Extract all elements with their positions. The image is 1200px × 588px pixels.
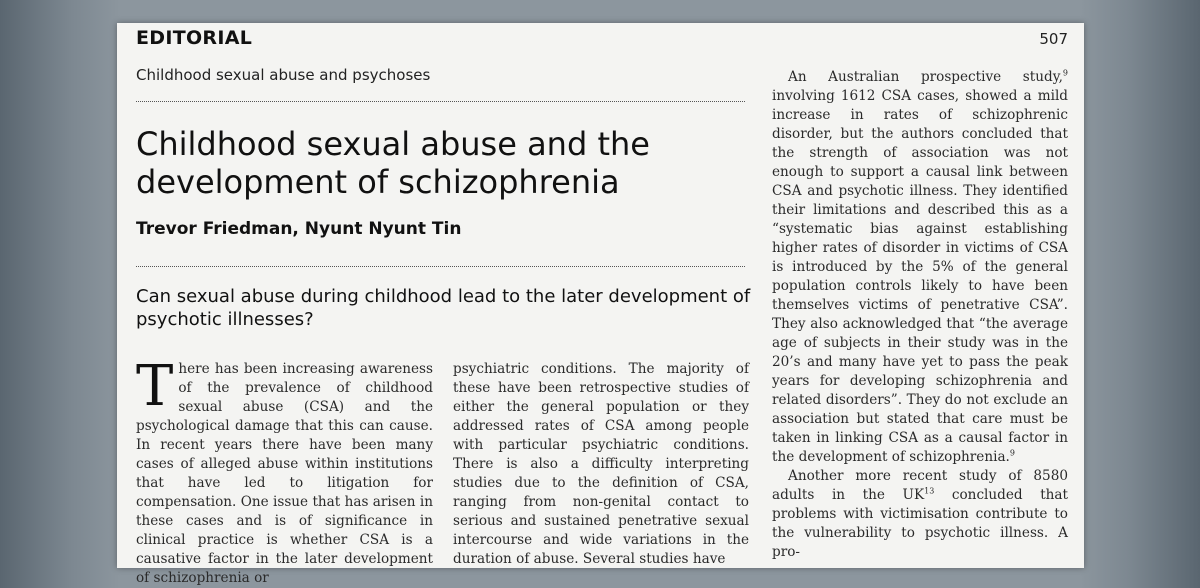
body-column-2 [453, 360, 749, 569]
dotted-divider [136, 101, 745, 102]
citation-ref: 13 [924, 486, 935, 496]
drop-cap: T [136, 354, 174, 419]
citation-ref: 9 [1009, 448, 1015, 458]
journal-page [117, 23, 1084, 586]
body-column-1 [136, 354, 433, 588]
citation-ref: 9 [1062, 68, 1068, 78]
body-column-3 [772, 68, 1068, 562]
running-head: Childhood sexual abuse and psychoses [136, 66, 431, 84]
paragraph-text: involving 1612 CSA cases, showed a mild increase in rates of schizophrenic disorder, but the authors concluded that the strength of association was not enough to support a causal link between CSA and psychotic illness. They identified their limitations and described this as a “systematic bias against establishing higher rates of disorder in victims of CSA is introduced by the 5% of the general population controls likely to have been themselves victims of penetrative CSA”. They also acknowledged that “the average age of subjects in their study was in the 20’s and many have yet to pass the peak years for developing schizophrenia and related disorders”. They do not exclude an association but stated that care must be taken in linking CSA as a causal factor in the development of schizophrenia. [772, 88, 1068, 465]
paragraph-text: here has been increasing awareness of the prevalence of childhood sexual abuse (CSA) and the psychological damage that this can cause. In recent years there have been many cases of alleged abuse within institutions that have led to litigation for compensation. One issue that has arisen in these cases and is of significance in clinical practice is whether CSA is a causative factor in the later development of schizophrenia or [136, 361, 433, 586]
page-number: 507 [1039, 30, 1068, 48]
article-authors: Trevor Friedman, Nyunt Nyunt Tin [136, 219, 462, 239]
paragraph [453, 360, 749, 569]
article-title: Childhood sexual abuse and the development of schizophrenia [136, 125, 650, 201]
paragraph-text: Another more recent study of 8580 adults in the UK [772, 468, 1068, 503]
paragraph [772, 467, 1068, 562]
paragraph [136, 354, 433, 588]
section-label: EDITORIAL [136, 27, 253, 49]
paragraph-text: psychiatric conditions. The majority of these have been retrospective studies of either the general population or they addressed rates of CSA among people with particular psychiatric conditions. There is also a difficulty interpreting studies due to the definition of CSA, ranging from non-genital contact to serious and sustained penetrative sexual intercourse and wide variations in the duration of abuse. Several studies have [453, 361, 749, 567]
dotted-divider [136, 266, 745, 267]
paragraph-text: concluded that problems with victimisation contribute to the vulnerability to psychotic illness. A pro- [772, 487, 1068, 560]
article-standfirst: Can sexual abuse during childhood lead to the later development of psychotic illnesses? [136, 286, 751, 330]
paragraph [772, 68, 1068, 467]
paragraph-text: An Australian prospective study, [788, 69, 1063, 85]
